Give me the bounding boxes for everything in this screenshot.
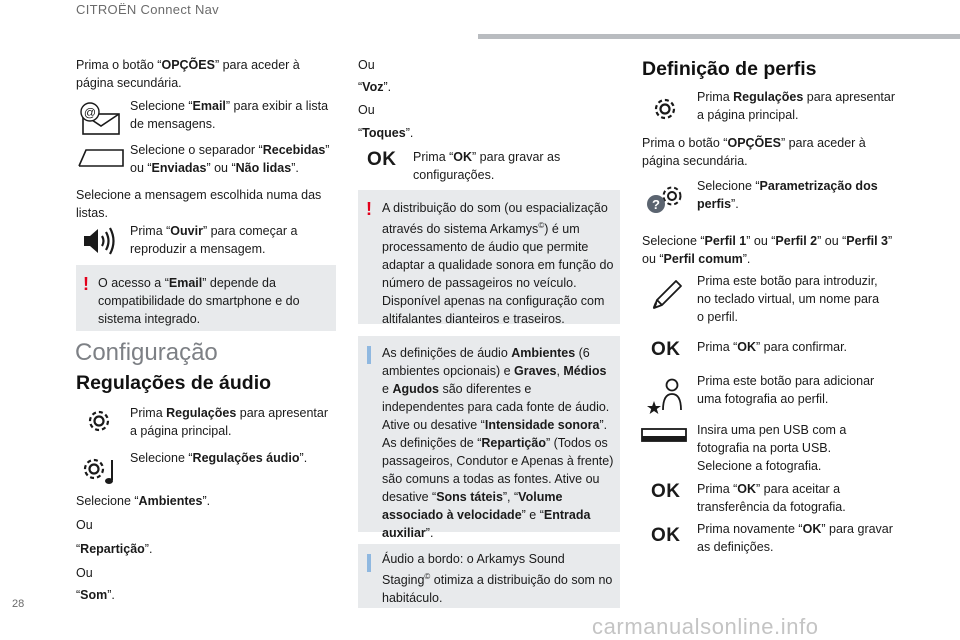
email-icon [80,102,122,136]
warning-email-text: O acesso a “Email” depende da compatibilidade do smartphone e do sistema integrado. [98,276,300,326]
info-audio-segment: e [382,382,393,396]
warning-icon: ! [366,199,372,219]
select-profile-settings-text: Selecione “Parametrização dos perfis”. [697,179,878,211]
ok-icon: OK [651,481,681,502]
page-number: 28 [12,598,25,610]
info-audio-segment: ”. As definições de “ [382,418,608,450]
ok-icon: OK [367,149,397,170]
info-audio-segment: Graves [514,364,557,378]
gear-help-icon [646,182,686,218]
usb-instruction-text: Insira uma pen USB com a fotografia na porta USB. Selecione a fotografia. [697,423,847,473]
info-icon [367,554,371,572]
add-photo-icon [646,376,686,416]
som-text: “Som”. [76,588,115,602]
voz-text: “Voz”. [358,80,392,94]
select-tab-text: Selecione o separador “Recebidas” ou “Enviadas” ou “Não lidas”. [130,143,330,175]
gear-note-icon [82,454,118,486]
pencil-icon [650,278,684,312]
select-audio-settings-text: Selecione “Regulações áudio”. [130,451,308,465]
audio-settings-title: Regulações de áudio [76,372,272,394]
press-ok-save-text: Prima “OK” para gravar as configurações. [413,150,561,182]
select-ambientes-text: Selecione “Ambientes”. [76,494,211,508]
or-text: Ou [358,58,375,72]
svg-text:@: @ [83,105,97,120]
info-audio-segment: Ambientes [511,346,576,360]
info-audio-segment: Intensidade sonora [484,418,600,432]
select-profile-text: Selecione “Perfil 1” ou “Perfil 2” ou “Perfil 3” ou “Perfil comum”. [642,234,893,266]
ok-icon: OK [651,525,681,546]
ok-icon: OK [651,339,681,360]
press-ok-save-text: Prima novamente “OK” para gravar as definições. [697,522,893,554]
reparticao-text: “Repartição”. [76,542,153,556]
speaker-icon [82,226,116,256]
press-settings-text: Prima Regulações para apresentar a página principal. [130,406,329,438]
info-audio-segment: ”. [425,526,434,540]
press-ok-confirm-text: Prima “OK” para confirmar. [697,340,848,354]
info-audio-segment: ” e “ [521,508,544,522]
section-title-configuracao: Configuração [75,339,218,366]
info-audio-segment: Sons táteis [436,490,503,504]
info-audio-segment: (6 ambientes opcionais) e [382,346,590,378]
document-header-title: CITROËN Connect Nav [76,2,219,17]
select-email-text: Selecione “Email” para exibir a lista de mensagens. [130,99,329,131]
info-audio-segment: Entrada auxiliar [382,508,591,540]
or-text: Ou [76,566,93,580]
gear-icon [86,408,112,434]
listen-text: Prima “Ouvir” para começar a reproduzir a mensagem. [130,224,298,256]
info-audio-segment: ” (Todos os passageiros, Condutor e Apenas à frente) são comuns a todas as fontes. Ative ou desative “ [382,436,614,504]
watermark: carmanualsonline.info [592,614,819,639]
info-sound-staging-text: Áudio a bordo: o Arkamys Sound Staging© otimiza a distribuição do som no habitáculo. [382,552,613,606]
info-audio-segment: , [556,364,564,378]
info-audio-text [382,344,614,542]
warning-arkamys-text: A distribuição do som (ou espacialização através do sistema Arkamys©) é um processamento de áudio que permite adaptar a qualidade sonora em função do número de passageiros no veículo. Disponível apenas na configuração com altifalantes dianteiros e traseiros. [382,201,614,327]
info-icon [367,346,371,364]
press-ok-accept-text: Prima “OK” para aceitar a transferência da fotografia. [697,482,846,514]
svg-text:?: ? [652,197,660,212]
toques-text: “Toques”. [358,126,414,140]
info-audio-segment: Médios [563,364,607,378]
info-audio-segment: ”, “ [502,490,519,504]
profiles-title: Definição de perfis [642,58,817,80]
info-audio-segment: Volume associado à velocidade [382,490,563,522]
info-audio-segment: As definições de áudio [382,346,512,360]
press-settings-text: Prima Regulações para apresentar a página principal. [697,90,896,122]
options-secondary-text: Prima o botão “OPÇÕES” para aceder à página secundária. [642,136,866,168]
header-divider [478,34,960,39]
usb-icon [641,428,687,442]
pencil-instruction-text: Prima este botão para introduzir, no teclado virtual, um nome para o perfil. [697,274,880,324]
select-message-text: Selecione a mensagem escolhida numa das listas. [76,188,322,220]
add-photo-text: Prima este botão para adicionar uma fotografia ao perfil. [697,374,875,406]
info-audio-segment: Agudos [392,382,439,396]
intro-options-text: Prima o botão “OPÇÕES” para aceder à página secundária. [76,58,300,90]
tab-icon [78,148,124,168]
or-text: Ou [358,103,375,117]
info-audio-segment: Repartição [481,436,546,450]
gear-icon [652,96,678,122]
info-audio-segment: são diferentes e independentes para cada fonte de áudio. Ative ou desative “ [382,382,610,432]
or-text: Ou [76,518,93,532]
warning-icon: ! [83,274,89,294]
